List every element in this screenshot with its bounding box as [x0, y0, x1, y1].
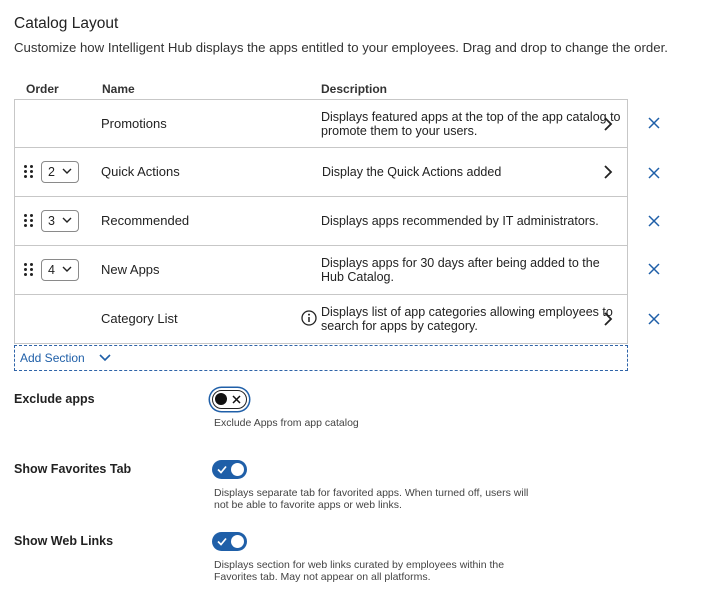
remove-section-icon[interactable] — [648, 167, 660, 179]
web-links-toggle[interactable] — [212, 532, 247, 551]
order-value: 2 — [48, 165, 55, 179]
toggle-knob — [231, 535, 244, 548]
order-select[interactable] — [41, 210, 79, 232]
web-links-label: Show Web Links — [14, 534, 114, 548]
exclude-apps-help: Exclude Apps from app catalog — [214, 417, 359, 429]
chevron-down-icon — [62, 264, 72, 274]
add-section-label: Add Section — [20, 351, 85, 365]
order-value: 4 — [48, 263, 55, 277]
section-name: Promotions — [101, 116, 167, 131]
remove-section-icon[interactable] — [648, 313, 660, 325]
section-name: New Apps — [101, 262, 160, 277]
chevron-right-icon[interactable] — [603, 165, 613, 179]
x-icon — [232, 395, 241, 404]
table-row[interactable] — [14, 99, 628, 148]
check-icon — [217, 465, 227, 474]
table-row[interactable] — [14, 295, 628, 344]
chevron-right-icon[interactable] — [603, 117, 613, 131]
chevron-down-icon — [99, 353, 111, 363]
section-description: Display the Quick Actions added — [322, 164, 502, 179]
order-select[interactable] — [41, 161, 79, 183]
section-name: Category List — [101, 311, 178, 326]
column-header-name: Name — [102, 82, 135, 96]
section-name: Recommended — [101, 213, 190, 228]
section-description: Displays featured apps at the top of the app catalog to promote them to your users. — [321, 109, 621, 138]
add-section-button[interactable] — [14, 345, 628, 371]
favorites-tab-label: Show Favorites Tab — [14, 462, 132, 476]
table-row[interactable] — [14, 197, 628, 246]
toggle-knob — [215, 393, 227, 405]
drag-handle-icon[interactable] — [24, 263, 34, 277]
table-row[interactable] — [14, 148, 628, 197]
toggle-knob — [231, 463, 244, 476]
web-links-help: Displays section for web links curated by employees within the Favorites tab. May not appear on all platforms. — [214, 559, 505, 583]
chevron-right-icon[interactable] — [603, 312, 613, 326]
chevron-down-icon — [62, 215, 72, 225]
drag-handle-icon[interactable] — [24, 214, 34, 228]
drag-handle-icon[interactable] — [24, 165, 34, 179]
favorites-tab-help: Displays separate tab for favorited apps. When turned off, users will not be able to favorite apps or web links. — [214, 487, 529, 511]
section-name: Quick Actions — [101, 164, 180, 179]
catalog-sections-table — [14, 99, 628, 344]
table-row[interactable] — [14, 246, 628, 295]
check-icon — [217, 537, 227, 546]
exclude-apps-label: Exclude apps — [14, 392, 95, 406]
order-value: 3 — [48, 214, 55, 228]
exclude-apps-toggle[interactable] — [212, 390, 247, 409]
remove-section-icon[interactable] — [648, 117, 660, 129]
section-description: Displays apps for 30 days after being added to the Hub Catalog. — [321, 255, 600, 284]
section-description: Displays apps recommended by IT administrators. — [321, 213, 599, 228]
page-title: Catalog Layout — [14, 15, 119, 32]
column-header-description: Description — [321, 82, 388, 96]
page-subtitle: Customize how Intelligent Hub displays the apps entitled to your employees. Drag and drop to change the order. — [14, 40, 668, 55]
remove-section-icon[interactable] — [648, 215, 660, 227]
column-header-order: Order — [26, 82, 59, 96]
chevron-down-icon — [62, 166, 72, 176]
info-icon[interactable] — [301, 310, 317, 326]
remove-section-icon[interactable] — [648, 263, 660, 275]
order-select[interactable] — [41, 259, 79, 281]
section-description: Displays list of app categories allowing employees to search for apps by category. — [321, 304, 613, 333]
favorites-tab-toggle[interactable] — [212, 460, 247, 479]
